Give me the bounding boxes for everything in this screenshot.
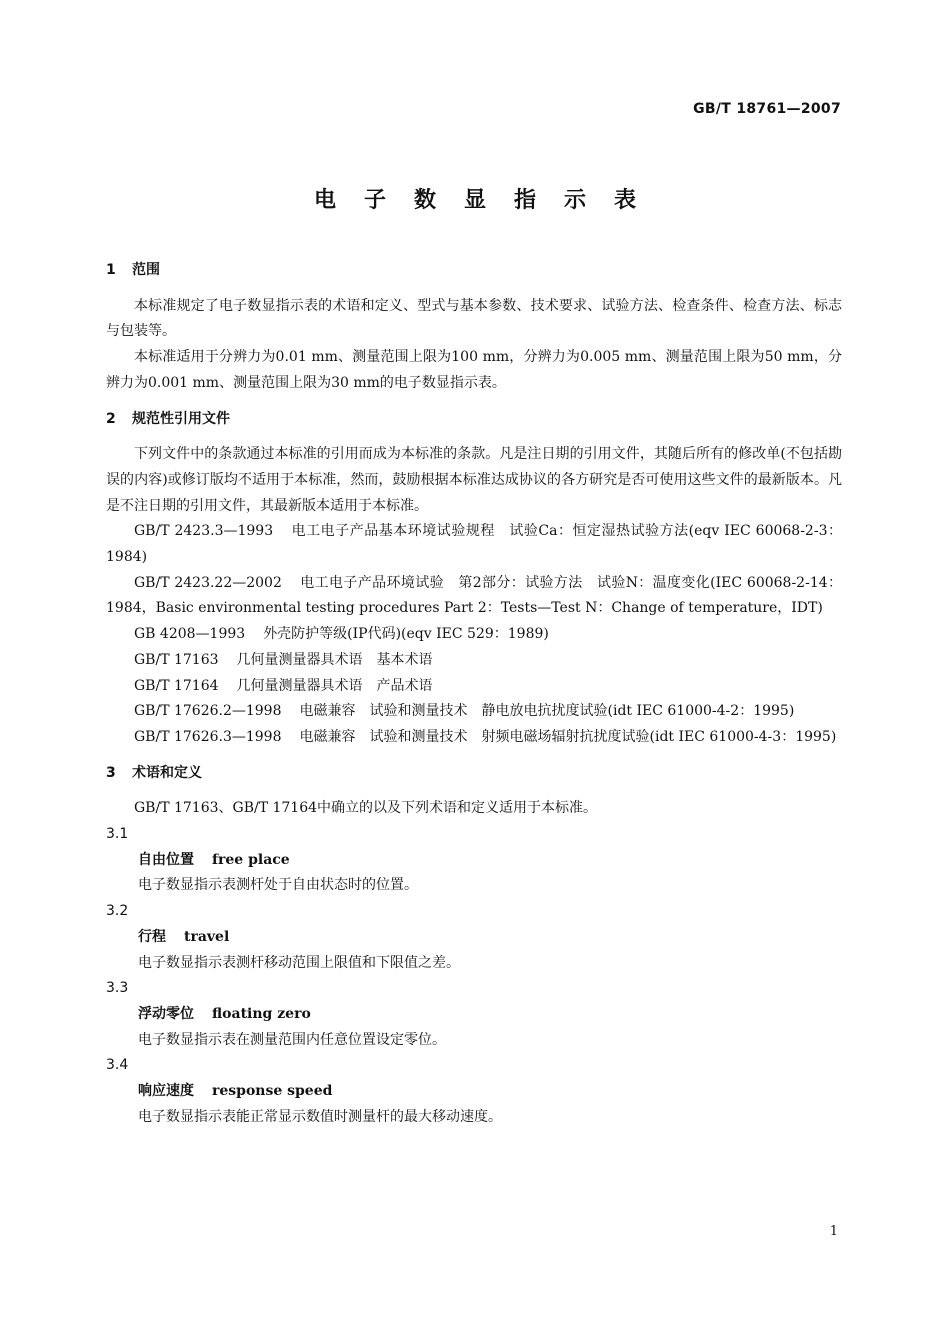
reference-text: 几何量测量器具术语 产品术语 xyxy=(236,677,433,694)
section-1-paragraph: 本标准规定了电子数显指示表的术语和定义、型式与基本参数、技术要求、试验方法、检查条件、检查方法、标志与包装等。 xyxy=(106,297,842,340)
reference-item xyxy=(106,699,842,725)
section-1-heading xyxy=(106,258,842,284)
reference-text: 外壳防护等级(IP代码)(eqv IEC 529：1989) xyxy=(263,626,549,643)
section-1-paragraph: 本标准适用于分辨力为0.01 mm、测量范围上限为100 mm，分辨力为0.005 mm、测量范围上限为50 mm，分辨力为0.001 mm、测量范围上限为30 mm的电子数显指示表。 xyxy=(106,349,842,391)
term-heading xyxy=(106,848,842,874)
reference-text: 电磁兼容 试验和测量技术 射频电磁场辐射抗扰度试验(idt IEC 61000-4-3：1995) xyxy=(299,728,837,745)
section-3-intro: GB/T 17163、GB/T 17164中确立的以及下列术语和定义适用于本标准。 xyxy=(134,800,598,817)
document-title: 电子数显指示表 xyxy=(313,188,664,213)
reference-code: GB/T 17626.2—1998 xyxy=(134,703,282,720)
reference-text: 几何量测量器具术语 基本术语 xyxy=(236,651,433,668)
term-definition: 电子数显指示表能正常显示数值时测量杆的最大移动速度。 xyxy=(138,1108,502,1125)
section-2-intro: 下列文件中的条款通过本标准的引用而成为本标准的条款。凡是注日期的引用文件，其随后所有的修改单(不包括勘误的内容)或修订版均不适用于本标准，然而，鼓励根据本标准达成协议的各方研究是否可使用这些文件的最新版本。凡是不注日期的引用文件，其最新版本适用于本标准。 xyxy=(106,446,842,514)
section-3-heading xyxy=(106,761,842,787)
reference-item xyxy=(106,622,842,648)
reference-text: 电工电子产品基本环境试验规程 试验Ca：恒定湿热试验方法(eqv IEC 60068-2-3：1984) xyxy=(106,523,842,566)
reference-code: GB/T 17626.3—1998 xyxy=(134,728,282,745)
term-chinese: 行程 xyxy=(138,928,166,945)
reference-item xyxy=(106,519,842,570)
term-english: free place xyxy=(212,851,290,868)
section-title: 术语和定义 xyxy=(132,764,202,781)
term-number: 3.4 xyxy=(106,1057,129,1074)
term-heading xyxy=(106,925,842,951)
section-title: 范围 xyxy=(132,262,160,278)
reference-item xyxy=(106,674,842,700)
section-number: 1 xyxy=(106,262,116,278)
section-number: 3 xyxy=(106,764,116,781)
reference-item xyxy=(106,571,842,622)
term-chinese: 响应速度 xyxy=(138,1083,194,1100)
term-heading xyxy=(106,1079,842,1105)
term-definition: 电子数显指示表测杆移动范围上限值和下限值之差。 xyxy=(138,954,460,971)
term-english: floating zero xyxy=(212,1005,311,1022)
term-chinese: 自由位置 xyxy=(138,851,194,868)
reference-code: GB/T 2423.22—2002 xyxy=(134,574,282,591)
reference-item xyxy=(106,648,842,674)
term-chinese: 浮动零位 xyxy=(138,1005,194,1022)
reference-code: GB 4208—1993 xyxy=(134,626,246,643)
reference-text: 电磁兼容 试验和测量技术 静电放电抗扰度试验(idt IEC 61000-4-2：1995) xyxy=(299,703,795,720)
document-body xyxy=(106,258,842,1131)
section-number: 2 xyxy=(106,410,116,427)
term-heading xyxy=(106,1002,842,1028)
term-definition: 电子数显指示表在测量范围内任意位置设定零位。 xyxy=(138,1031,446,1048)
term-definition: 电子数显指示表测杆处于自由状态时的位置。 xyxy=(138,877,418,894)
term-number: 3.1 xyxy=(106,826,129,843)
section-title: 规范性引用文件 xyxy=(132,410,230,427)
page-number: 1 xyxy=(829,1224,838,1239)
term-number: 3.3 xyxy=(106,980,129,997)
reference-code: GB/T 17164 xyxy=(134,677,219,694)
reference-code: GB/T 17163 xyxy=(134,651,219,668)
reference-text: 电工电子产品环境试验 第2部分：试验方法 试验N：温度变化(IEC 60068-2-14：1984，Basic environmental testing procedures Part 2：Tests—Test N：Change of temperature，IDT) xyxy=(106,574,843,617)
term-number: 3.2 xyxy=(106,903,129,920)
standard-code: GB/T 18761—2007 xyxy=(693,101,841,117)
term-english: response speed xyxy=(212,1083,333,1100)
reference-code: GB/T 2423.3—1993 xyxy=(134,523,274,540)
term-english: travel xyxy=(184,928,230,945)
section-2-heading xyxy=(106,407,842,433)
reference-item xyxy=(106,725,842,751)
